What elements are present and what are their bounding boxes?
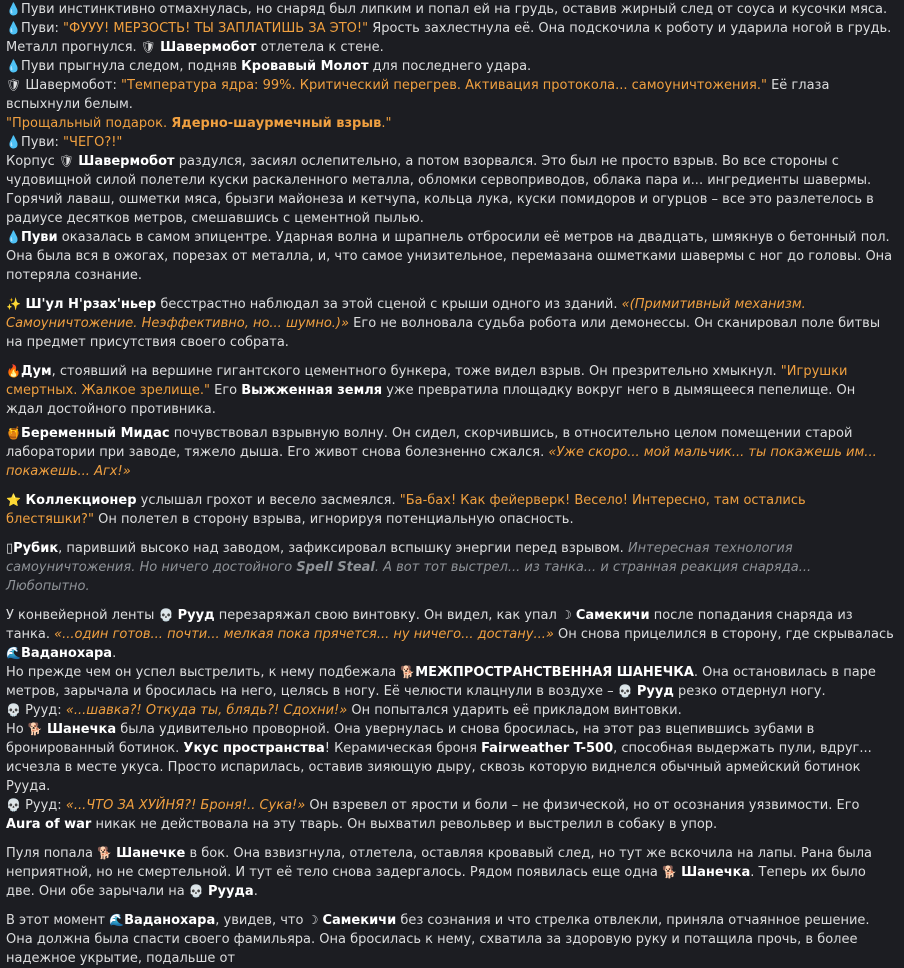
narration-text: Корпус bbox=[6, 154, 59, 169]
speaker-label: Пуви: bbox=[20, 135, 64, 150]
message-10 bbox=[6, 424, 896, 481]
narration-text: Пуви прыгнула следом, подняв bbox=[20, 59, 242, 74]
message-18 bbox=[6, 844, 896, 901]
dog-icon: 🐕 bbox=[27, 722, 43, 736]
narration-text: . Она остановилась в паре метров, зарычала и бросилась на него, целясь в ногу. Её челюсти клацнули в воздухе – bbox=[6, 665, 876, 699]
message-5 bbox=[6, 133, 896, 152]
narration-text: Его bbox=[210, 383, 242, 398]
narration-text: , увидев, что bbox=[215, 913, 308, 928]
character-name: Ваданохара bbox=[124, 913, 216, 928]
character-name: Рууд bbox=[177, 608, 215, 623]
thought-quote: «...один готов... почти... мелкая пока прячется... ну ничего... достану...» bbox=[54, 627, 554, 642]
dog-icon: 🐕 bbox=[97, 846, 113, 860]
narration-text: уже превратила площадку вокруг него в дымящееся пепелище. Он ждал достойного противника. bbox=[6, 383, 856, 417]
narration-text: никак не действовала на эту тварь. Он выхватил револьвер и выстрелил в собаку в упор. bbox=[91, 817, 718, 832]
message-4 bbox=[6, 76, 896, 133]
narration-text: . bbox=[253, 884, 258, 899]
narration-text: Но прежде чем он успел выстрелить, к нему подбежала bbox=[6, 665, 401, 680]
ability-name: Выжженная земля bbox=[241, 383, 383, 398]
message-16 bbox=[6, 720, 896, 796]
item-name: Fairweather T-500 bbox=[481, 741, 614, 756]
message-7 bbox=[6, 228, 896, 285]
character-name: Самекичи bbox=[575, 608, 650, 623]
skull-icon: 💀 bbox=[188, 884, 204, 898]
character-name: Шанечке bbox=[116, 846, 186, 861]
dialogue-quote: "Ба-бах! Как фейерверк! Весело! Интересно, там остались блестяшки?" bbox=[6, 493, 806, 527]
honey-jar-icon: 🍯 bbox=[6, 426, 21, 440]
star-icon: ⭐ bbox=[6, 493, 21, 507]
narration-text: В этот момент bbox=[6, 913, 110, 928]
shield-icon: 🛡 bbox=[58, 154, 75, 168]
message-12 bbox=[6, 539, 896, 596]
crescent-moon-icon: ☽ bbox=[307, 913, 319, 927]
message-3 bbox=[6, 57, 896, 76]
character-name: Дум bbox=[20, 364, 52, 379]
message-13 bbox=[6, 606, 896, 663]
narration-text: бесстрастно наблюдал за этой сценой с крыши одного из зданий. bbox=[156, 297, 622, 312]
message-15 bbox=[6, 701, 896, 720]
message-2 bbox=[6, 19, 896, 57]
character-name: Рубик bbox=[13, 541, 59, 556]
narration-text: Но bbox=[6, 722, 28, 737]
skull-icon: 💀 bbox=[6, 703, 21, 717]
skull-icon: 💀 bbox=[6, 798, 21, 812]
character-name: Рууда bbox=[207, 884, 254, 899]
character-name: Ш'ул Н'рзах'ньер bbox=[20, 297, 157, 312]
wave-icon: 🌊 bbox=[109, 913, 125, 927]
narration-text: для последнего удара. bbox=[368, 59, 532, 74]
narration-text: отлетела к стене. bbox=[256, 40, 384, 55]
fire-icon: 🔥 bbox=[6, 364, 21, 378]
message-17 bbox=[6, 796, 896, 834]
ability-name: Кровавый Молот bbox=[241, 59, 369, 74]
wave-icon: 🌊 bbox=[6, 646, 21, 660]
ability-name: Aura of war bbox=[6, 817, 92, 832]
inner-thought: . А вот тот выстрел... из танка... и странная реакция снаряда... Любопытно. bbox=[6, 560, 812, 594]
character-name: Коллекционер bbox=[20, 493, 137, 508]
character-name: МЕЖПРОСТРАНСТВЕННАЯ ШАНЕЧКА bbox=[415, 665, 694, 680]
narration-text: оказалась в самом эпицентре. Ударная волна и шрапнель отбросили её метров на двадцать, шмякнув о бетонный пол. Она была вся в ожогах, порезах от металла, и, что самое унизительное, перемазана ошметками шавермы с ног до головы. Она потеряла сознание. bbox=[6, 230, 893, 283]
skull-icon: 💀 bbox=[617, 684, 633, 698]
dog-icon: 🐕 bbox=[400, 665, 416, 679]
narration-text: Он снова прицелился в сторону, где скрывалась bbox=[553, 627, 894, 642]
shield-icon: 🛡 bbox=[6, 78, 22, 92]
inner-thought: Интересная технология самоуничтожения. Но ничего достойного bbox=[6, 541, 793, 575]
character-name: Самекичи bbox=[322, 913, 397, 928]
character-name: Шанечка bbox=[46, 722, 117, 737]
dialogue-quote: "Температура ядра: 99%. Критический перегрев. Активация протокола... самоуничтожения." bbox=[120, 78, 767, 93]
crescent-moon-icon: ☽ bbox=[560, 608, 572, 622]
narration-text: резко отдернул ногу. bbox=[673, 684, 826, 699]
narration-text: Пуля попала bbox=[6, 846, 98, 861]
blood-drop-icon: 💧 bbox=[6, 135, 21, 149]
dialogue-quote: "ФУУУ! МЕРЗОСТЬ! ТЫ ЗАПЛАТИШЬ ЗА ЭТО!" bbox=[63, 21, 369, 36]
thought-quote: «(Примитивный механизм. Самоуничтожение. Неэффективно, но... шумно.)» bbox=[6, 297, 806, 331]
narration-text: , способная выдержать пули, вдруг... исчезла в месте укуса. Просто испарилась, оставив зияющую дыру, сквозь которую виднелся обычный армейский ботинок Рууда. bbox=[6, 741, 872, 794]
narration-text: , стоявший на вершине гигантского цементного бункера, тоже видел взрыв. Он презрительно хмыкнул. bbox=[51, 364, 781, 379]
narration-text: Ярость захлестнула её. Она подскочила к роботу и ударила ногой в грудь. Металл прогнулся. bbox=[6, 21, 892, 55]
thought-quote: «...шавка?! Откуда ты, блядь?! Сдохни!» bbox=[65, 703, 348, 718]
message-8 bbox=[6, 295, 896, 352]
dialogue-quote: "Игрушки смертных. Жалкое зрелище." bbox=[6, 364, 848, 398]
dialogue-quote: "Прощальный подарок. bbox=[6, 116, 172, 131]
ability-name: Ядерно-шаурмечный взрыв bbox=[171, 116, 382, 131]
character-name: Ваданохара bbox=[20, 646, 113, 661]
message-6 bbox=[6, 152, 896, 228]
narration-text: почувствовал взрывную волну. Он сидел, скорчившись, в относительно целом помещении старой лаборатории при заводе, тяжело дыша. Его живот снова болезненно сжался. bbox=[6, 426, 853, 460]
narration-text: Его не волновала судьба робота или демонессы. Он сканировал поле битвы на предмет присутствия своего собрата. bbox=[6, 316, 881, 350]
dog-icon: 🐕 bbox=[661, 865, 677, 879]
character-name: Шавермобот bbox=[78, 154, 175, 169]
narration-text: раздулся, засиял ослепительно, а потом взорвался. Это был не просто взрыв. Во все стороны с чудовищной силой полетели куски раскаленного металла, обломки сервоприводов, облака пара и... ингредиенты шавермы. Горячий лаваш, ошметки мяса, брызги майонеза и кетчупа, кольца лука, куски помидоров и огурцов – все это разлетелось в радиусе десятков метров, смешавшись с цементной пылью. bbox=[6, 154, 874, 226]
narration-text: перезаряжал свою винтовку. Он видел, как упал bbox=[214, 608, 561, 623]
blood-drop-icon: 💧 bbox=[6, 2, 21, 16]
message-19 bbox=[6, 911, 896, 968]
narration-text: без сознания и что стрелка отвлекли, приняла отчаянное решение. Она должна была спасти своего фамильяра. Она бросилась к нему, схватила за здоровую руку и потащила прочь, в более надежное укрытие, подальше от bbox=[6, 913, 870, 966]
speaker-label: Рууд: bbox=[20, 798, 66, 813]
narration-text: У конвейерной ленты bbox=[6, 608, 159, 623]
ability-name: Spell Steal bbox=[296, 560, 375, 575]
character-name: Шанечка bbox=[681, 865, 751, 880]
shield-icon: 🛡 bbox=[140, 40, 157, 54]
message-1 bbox=[6, 0, 896, 19]
narration-text: в бок. Она взвизгнула, отлетела, оставляя кровавый след, но тут же вскочила на лапы. Рана была неприятной, но не смертельной. И тут её тело снова задергалось. Рядом появилась еще одна bbox=[6, 846, 873, 880]
character-name: Рууд bbox=[636, 684, 674, 699]
blood-drop-icon: 💧 bbox=[6, 21, 21, 35]
speaker-label: Рууд: bbox=[20, 703, 66, 718]
narration-text: после попадания снаряда из танка. bbox=[6, 608, 853, 642]
dialogue-quote: ." bbox=[381, 116, 392, 131]
character-name: Шавермобот bbox=[160, 40, 257, 55]
speaker-label: Шавермобот: bbox=[21, 78, 121, 93]
narration-text: Её глаза вспыхнули белым. bbox=[6, 78, 830, 112]
message-9 bbox=[6, 362, 896, 419]
sparkles-icon: ✨ bbox=[6, 297, 21, 311]
narration-text: Пуви инстинктивно отмахнулась, но снаряд был липким и попал ей на грудь, оставив жирный след от соуса и кусочки мяса. bbox=[20, 2, 888, 17]
narration-text: ! Керамическая броня bbox=[324, 741, 482, 756]
character-name: Пуви bbox=[20, 230, 58, 245]
character-name: Беременный Мидас bbox=[20, 426, 170, 441]
narration-text: Он попытался ударить её прикладом винтовки. bbox=[347, 703, 682, 718]
message-14 bbox=[6, 663, 896, 701]
blood-drop-icon: 💧 bbox=[6, 230, 21, 244]
dialogue-quote: "ЧЕГО?!" bbox=[63, 135, 123, 150]
thought-quote: «Уже скоро... мой мальчик... ты покажешь им... покажешь... Агх!» bbox=[6, 445, 877, 479]
narration-text: была удивительно проворной. Она увернулась и снова бросилась, на этот раз вцепившись зубами в бронированный ботинок. bbox=[6, 722, 815, 756]
narration-text: , паривший высоко над заводом, зафиксировал вспышку энергии перед взрывом. bbox=[58, 541, 628, 556]
narration-text: . Теперь их было две. Они обе зарычали на bbox=[6, 865, 866, 899]
skull-icon: 💀 bbox=[158, 608, 174, 622]
message-11 bbox=[6, 491, 896, 529]
narration-text: услышал грохот и весело засмеялся. bbox=[136, 493, 400, 508]
narration-text: Он взревел от ярости и боли – не физической, но от осознания уязвимости. Его bbox=[305, 798, 860, 813]
narration-text: Он полетел в сторону взрыва, игнорируя потенциальную опасность. bbox=[93, 512, 574, 527]
ability-name: Укус пространства bbox=[183, 741, 325, 756]
narration-text: . bbox=[112, 646, 117, 661]
speaker-label: Пуви: bbox=[20, 21, 64, 36]
blood-drop-icon: 💧 bbox=[6, 59, 21, 73]
thought-quote: «...ЧТО ЗА ХУЙНЯ?! Броня!.. Сука!» bbox=[65, 798, 306, 813]
missing-glyph-icon: ▯ bbox=[6, 541, 14, 556]
